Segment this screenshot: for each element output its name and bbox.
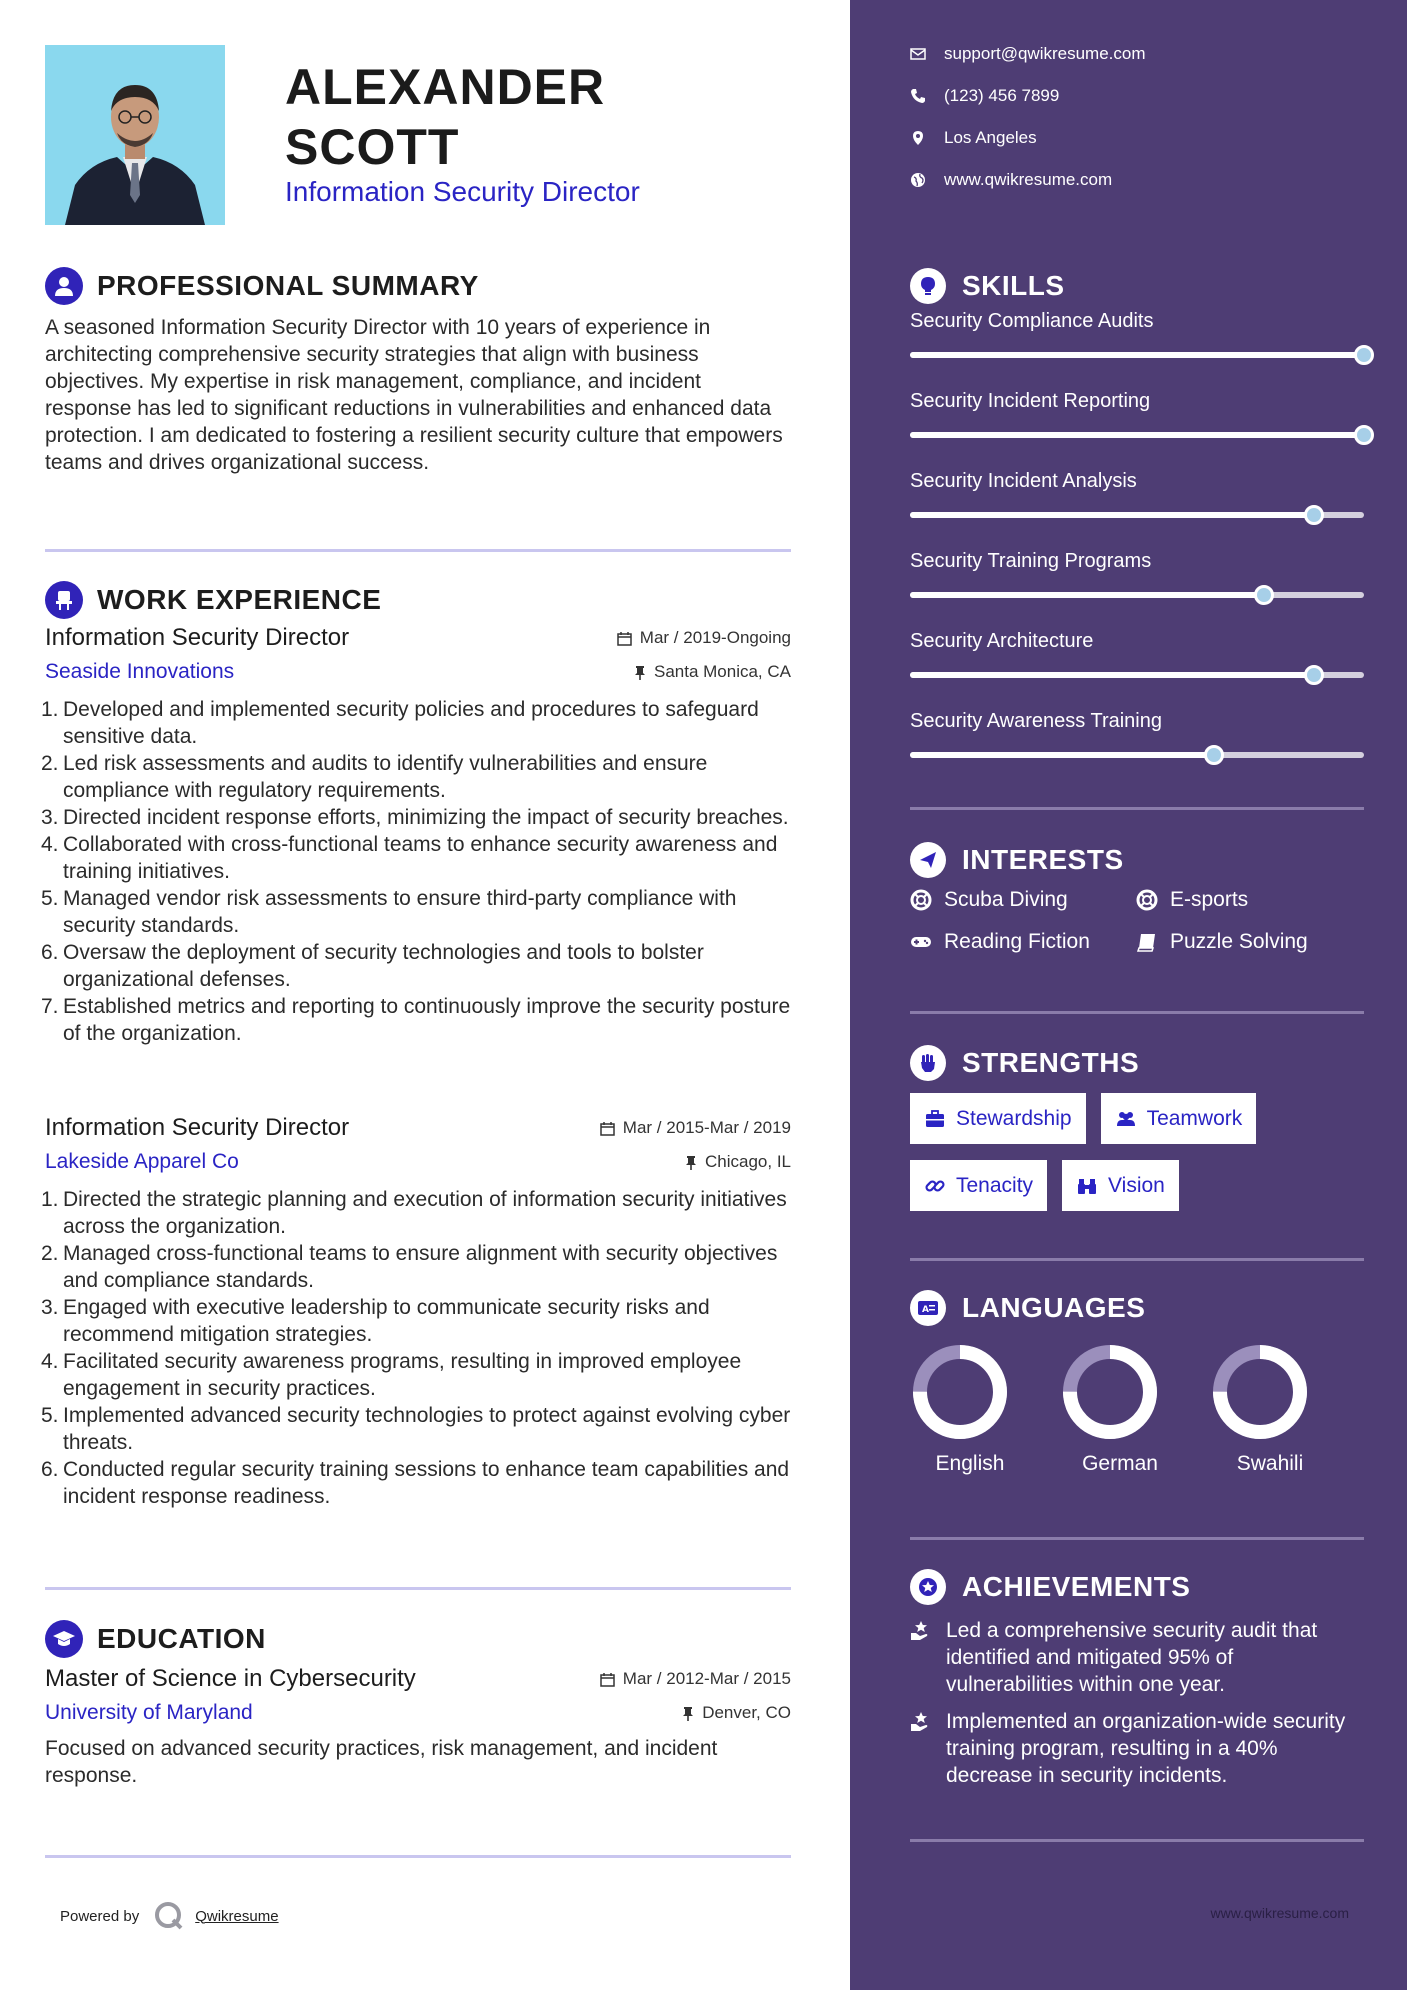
section-divider <box>910 1839 1364 1842</box>
pin-icon <box>634 665 646 680</box>
strength-chip <box>910 1160 1047 1211</box>
skill-bar-knob <box>1204 745 1224 765</box>
interest-item <box>910 888 1136 912</box>
contact-location <box>910 128 1037 148</box>
skill-bar-knob <box>1304 665 1324 685</box>
languages-list <box>910 1342 1364 1476</box>
job-bullet <box>41 993 791 1047</box>
bullet-text: Collaborated with cross-functional teams to enhance security awareness and training initiatives. <box>63 833 778 883</box>
section-divider <box>45 1855 791 1858</box>
job-company: Lakeside Apparel Co <box>45 1150 239 1173</box>
interests-list <box>910 888 1364 954</box>
qwikresume-link[interactable]: Qwikresume <box>195 1907 279 1925</box>
interest-item <box>1136 930 1364 954</box>
bullet-text: Established metrics and reporting to continuously improve the security posture of the organization. <box>63 995 791 1045</box>
candidate-title: Information Security Director <box>285 176 640 207</box>
skill-bar <box>910 672 1364 678</box>
job-company: Seaside Innovations <box>45 660 235 683</box>
education-dates <box>600 1669 791 1689</box>
chair-icon <box>45 581 83 619</box>
language-item <box>1210 1342 1360 1476</box>
star-badge-icon <box>910 1569 946 1605</box>
summary-heading: PROFESSIONAL SUMMARY <box>97 270 479 301</box>
bullet-number: 4. <box>41 1350 59 1373</box>
strength-chip <box>910 1093 1086 1144</box>
calendar-icon <box>600 1672 615 1687</box>
degree: Master of Science in Cybersecurity <box>45 1665 416 1692</box>
bullet-number: 2. <box>41 752 59 775</box>
job-bullet <box>41 750 791 804</box>
skill-name: Security Architecture <box>910 630 1094 652</box>
skill-name: Security Incident Reporting <box>910 390 1151 412</box>
language-name: English <box>935 1452 1005 1475</box>
users-icon <box>1115 1108 1137 1130</box>
skill-bar-fill <box>910 432 1364 438</box>
link-icon <box>924 1175 946 1197</box>
bullet-number: 3. <box>41 1296 59 1319</box>
phone-text: (123) 456 7899 <box>944 86 1060 105</box>
languages-section <box>910 1288 1364 1476</box>
interest-label: E-sports <box>1170 888 1249 911</box>
bullet-text: Conducted regular security training sessions to enhance team capabilities and incident response readiness. <box>63 1458 790 1508</box>
bullet-number: 3. <box>41 806 59 829</box>
section-divider <box>45 549 791 552</box>
bullet-text: Implemented advanced security technologies to protect against evolving cyber threats. <box>63 1404 791 1454</box>
skill-bar-fill <box>910 352 1364 358</box>
skill-item <box>910 470 1364 546</box>
interest-label: Scuba Diving <box>944 888 1068 911</box>
skill-name: Security Compliance Audits <box>910 310 1154 332</box>
name-line-1: ALEXANDER <box>285 59 606 115</box>
job-role: Information Security Director <box>45 1114 350 1141</box>
skill-bar-knob <box>1354 425 1374 445</box>
job-dates-text: Mar / 2019-Ongoing <box>639 628 791 647</box>
phone-icon <box>910 88 926 104</box>
education-heading: EDUCATION <box>97 1623 266 1654</box>
summary-section <box>45 266 791 476</box>
skill-name: Security Incident Analysis <box>910 470 1137 492</box>
interest-label: Puzzle Solving <box>1170 930 1308 953</box>
bullet-number: 7. <box>41 995 59 1018</box>
education-dates-text: Mar / 2012-Mar / 2015 <box>622 1669 791 1688</box>
section-divider <box>910 807 1364 810</box>
skill-item <box>910 630 1364 706</box>
language-ring <box>1060 1342 1160 1442</box>
bullet-text: Engaged with executive leadership to communicate security risks and recommend mitigation strategies. <box>63 1296 710 1346</box>
job-dates-text: Mar / 2015-Mar / 2019 <box>622 1118 791 1137</box>
contact-email <box>910 44 1146 64</box>
bullet-number: 6. <box>41 1458 59 1481</box>
skill-bar <box>910 752 1364 758</box>
language-name: Swahili <box>1236 1452 1304 1475</box>
skill-bar-knob <box>1254 585 1274 605</box>
skills-section <box>910 266 1364 786</box>
job-bullet <box>41 696 791 750</box>
strength-chip <box>1101 1093 1257 1144</box>
contact-website <box>910 170 1112 190</box>
lightbulb-icon <box>910 268 946 304</box>
section-divider <box>910 1011 1364 1014</box>
briefcase-icon <box>924 1108 946 1130</box>
job-dates <box>617 628 791 648</box>
experience-section <box>45 580 791 620</box>
user-icon <box>45 267 83 305</box>
experience-heading: WORK EXPERIENCE <box>97 584 382 615</box>
email-text: support@qwikresume.com <box>944 44 1146 63</box>
job-entry <box>41 624 791 1047</box>
fist-icon <box>910 1045 946 1081</box>
school: University of Maryland <box>45 1701 253 1724</box>
bullet-text: Managed cross-functional teams to ensure alignment with security objectives and compliance standards. <box>63 1242 778 1292</box>
bullet-text: Managed vendor risk assessments to ensure third-party compliance with security standards. <box>63 887 737 937</box>
interest-item <box>910 930 1136 954</box>
skill-bar-fill <box>910 512 1314 518</box>
skill-bar <box>910 352 1364 358</box>
globe-icon <box>910 172 926 188</box>
section-divider <box>910 1537 1364 1540</box>
job-location <box>685 1152 791 1172</box>
skill-bar-fill <box>910 592 1264 598</box>
job-bullets <box>41 696 791 1047</box>
life-ring-icon <box>1136 889 1158 911</box>
skills-heading: SKILLS <box>962 270 1065 301</box>
book-icon <box>1136 931 1158 953</box>
bullet-text: Directed the strategic planning and execution of information security initiatives across the organization. <box>63 1188 787 1238</box>
powered-by <box>60 1900 279 1932</box>
job-location-text: Chicago, IL <box>705 1152 791 1171</box>
section-divider <box>910 1258 1364 1261</box>
achievement-text: Implemented an organization-wide security training program, resulting in a 40% decrease in security incidents. <box>946 1710 1346 1787</box>
bullet-number: 5. <box>41 1404 59 1427</box>
language-ring <box>910 1342 1010 1442</box>
job-bullet <box>41 1294 791 1348</box>
paper-plane-icon <box>910 842 946 878</box>
language-ring <box>1210 1342 1310 1442</box>
section-divider <box>45 1587 791 1590</box>
strengths-section <box>910 1043 1364 1211</box>
footer-site: www.qwikresume.com <box>1210 1905 1349 1921</box>
hand-star-icon <box>910 1619 932 1641</box>
powered-by-text: Powered by <box>60 1907 140 1925</box>
bullet-text: Directed incident response efforts, minimizing the impact of security breaches. <box>63 806 789 829</box>
education-description: Focused on advanced security practices, risk management, and incident response. <box>45 1737 718 1787</box>
achievement-item <box>910 1617 1364 1698</box>
bullet-text: Facilitated security awareness programs, resulting in improved employee engagement in security practices. <box>63 1350 742 1400</box>
language-icon <box>910 1290 946 1326</box>
strengths-list <box>910 1093 1350 1211</box>
location-text: Los Angeles <box>944 128 1037 147</box>
job-location <box>634 662 791 682</box>
skill-item <box>910 310 1364 386</box>
job-bullet <box>41 1240 791 1294</box>
education-section <box>45 1619 791 1789</box>
job-bullet <box>41 1186 791 1240</box>
skill-bar <box>910 512 1364 518</box>
language-name: German <box>1082 1452 1158 1475</box>
job-bullet <box>41 939 791 993</box>
interest-label: Reading Fiction <box>944 930 1090 953</box>
bullet-number: 5. <box>41 887 59 910</box>
life-ring-icon <box>910 889 932 911</box>
bullet-number: 4. <box>41 833 59 856</box>
name-line-2: SCOTT <box>285 119 460 175</box>
language-item <box>1060 1342 1210 1476</box>
summary-text: A seasoned Information Security Director with 10 years of experience in architecting comprehensive security strategies that align with business objectives. My expertise in risk management, compliance, and incident response has led to significant reductions in vulnerabilities and enhanced data protection. I am dedicated to fostering a resilient security culture that empowers teams and drives organizational success. <box>45 316 783 474</box>
skills-list <box>910 310 1364 786</box>
calendar-icon <box>600 1121 615 1136</box>
bullet-text: Developed and implemented security policies and procedures to safeguard sensitive data. <box>63 698 759 748</box>
hand-star-icon <box>910 1710 932 1732</box>
job-bullet <box>41 1456 791 1510</box>
bullet-number: 1. <box>41 698 59 721</box>
strength-label: Teamwork <box>1146 1106 1243 1130</box>
skill-name: Security Training Programs <box>910 550 1152 572</box>
achievement-item <box>910 1708 1364 1789</box>
strength-chip <box>1062 1160 1179 1211</box>
pin-icon <box>685 1155 697 1170</box>
skill-bar-fill <box>910 752 1214 758</box>
skill-item <box>910 710 1364 786</box>
interests-section <box>910 840 1364 954</box>
profile-photo <box>45 45 225 225</box>
bullet-text: Led risk assessments and audits to identify vulnerabilities and ensure compliance with regulatory requirements. <box>63 752 708 802</box>
languages-heading: LANGUAGES <box>962 1292 1146 1323</box>
job-bullets <box>41 1186 791 1510</box>
strengths-heading: STRENGTHS <box>962 1047 1140 1078</box>
contact-phone <box>910 86 1059 106</box>
language-item <box>910 1342 1060 1476</box>
bullet-number: 6. <box>41 941 59 964</box>
skill-bar <box>910 432 1364 438</box>
bullet-text: Oversaw the deployment of security technologies and tools to bolster organizational defenses. <box>63 941 704 991</box>
strength-label: Vision <box>1108 1173 1165 1197</box>
education-location <box>682 1703 791 1723</box>
qwikresume-logo-icon <box>153 1900 185 1932</box>
education-location-text: Denver, CO <box>702 1703 791 1722</box>
calendar-icon <box>617 631 632 646</box>
skill-bar <box>910 592 1364 598</box>
gamepad-icon <box>910 931 932 953</box>
job-bullet <box>41 1348 791 1402</box>
bullet-number: 1. <box>41 1188 59 1211</box>
skill-item <box>910 550 1364 626</box>
website-text: www.qwikresume.com <box>944 170 1113 189</box>
job-entry <box>41 1114 791 1510</box>
job-bullet <box>41 885 791 939</box>
job-dates <box>600 1118 791 1138</box>
skill-name: Security Awareness Training <box>910 710 1162 732</box>
interest-item <box>1136 888 1364 912</box>
envelope-icon <box>910 47 926 61</box>
strength-label: Stewardship <box>956 1106 1072 1130</box>
skill-item <box>910 390 1364 466</box>
job-bullet <box>41 831 791 885</box>
candidate-name <box>285 57 785 177</box>
achievements-heading: ACHIEVEMENTS <box>962 1571 1191 1602</box>
pin-icon <box>682 1706 694 1721</box>
map-marker-icon <box>910 130 926 146</box>
job-location-text: Santa Monica, CA <box>653 662 791 681</box>
svg-text:A: A <box>922 1305 929 1315</box>
strength-label: Tenacity <box>956 1173 1034 1197</box>
achievements-section <box>910 1567 1364 1789</box>
skill-bar-knob <box>1304 505 1324 525</box>
interests-heading: INTERESTS <box>962 844 1124 875</box>
skill-bar-knob <box>1354 345 1374 365</box>
job-bullet <box>41 1402 791 1456</box>
job-role: Information Security Director <box>45 624 350 651</box>
skill-bar-fill <box>910 672 1314 678</box>
sidebar <box>850 0 1407 1990</box>
bullet-number: 2. <box>41 1242 59 1265</box>
binoculars-icon <box>1076 1175 1098 1197</box>
achievements-list <box>910 1617 1364 1789</box>
achievement-text: Led a comprehensive security audit that identified and mitigated 95% of vulnerabilities within one year. <box>946 1619 1318 1696</box>
job-bullet <box>41 804 791 831</box>
graduation-cap-icon <box>45 1620 83 1658</box>
